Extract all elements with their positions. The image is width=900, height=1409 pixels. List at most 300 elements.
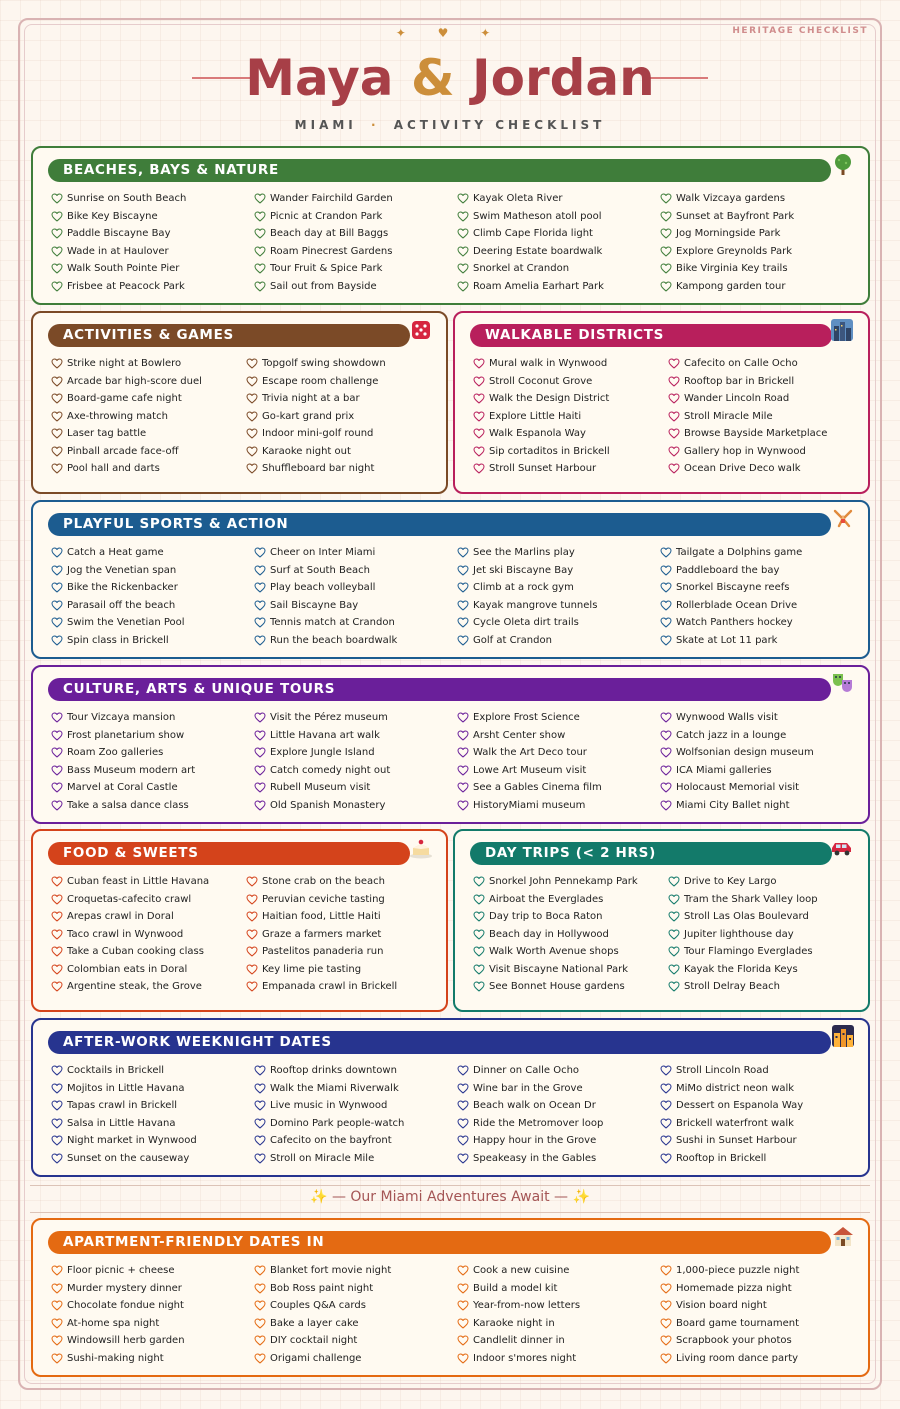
checklist-item-label: MiMo district neon walk <box>676 1082 795 1094</box>
checklist-item[interactable] <box>457 1332 580 1350</box>
checklist-item[interactable] <box>457 190 604 208</box>
checklist-item[interactable] <box>254 208 393 226</box>
checklist-item[interactable] <box>668 926 818 944</box>
checklist-item[interactable] <box>51 1350 185 1368</box>
checklist-item[interactable] <box>457 762 602 780</box>
heart-checkbox-icon <box>473 428 485 439</box>
checklist-item[interactable] <box>660 632 802 650</box>
checklist-item-label: Pool hall and darts <box>67 463 160 474</box>
checklist-item-label: Stroll Las Olas Boulevard <box>684 911 809 922</box>
heart-checkbox-icon <box>668 946 680 957</box>
checklist-item[interactable] <box>51 1262 185 1280</box>
checklist-item-label: Mojitos in Little Havana <box>67 1082 185 1094</box>
item-column <box>51 873 209 996</box>
heart-checkbox-icon <box>668 929 680 940</box>
heart-checkbox-icon <box>457 747 469 758</box>
checklist-item[interactable] <box>473 961 638 979</box>
checklist-item[interactable] <box>473 460 610 478</box>
checklist-item[interactable] <box>457 614 597 632</box>
checklist-item[interactable] <box>473 390 610 408</box>
heart-checkbox-icon <box>51 730 63 741</box>
checklist-item[interactable] <box>254 779 390 797</box>
checklist-item[interactable] <box>51 908 209 926</box>
checklist-item-label: Bike Virginia Key trails <box>676 263 788 274</box>
checklist-item[interactable] <box>246 926 397 944</box>
heart-checkbox-icon <box>51 547 63 558</box>
section-title: FOOD & SWEETS <box>48 842 410 865</box>
checklist-item-label: Little Havana art walk <box>270 729 380 741</box>
checklist-item[interactable] <box>246 873 397 891</box>
checklist-item[interactable] <box>660 225 794 243</box>
checklist-item-label: Dessert on Espanola Way <box>676 1100 804 1111</box>
item-column <box>473 355 610 478</box>
checklist-item[interactable] <box>246 408 386 426</box>
heart-checkbox-icon <box>51 246 63 257</box>
checklist-item-label: Sail Biscayne Bay <box>270 599 359 611</box>
checklist-item[interactable] <box>51 762 195 780</box>
checklist-item[interactable] <box>254 1080 404 1098</box>
checklist-item[interactable] <box>660 1097 803 1115</box>
checklist-item-label: HistoryMiami museum <box>473 799 586 811</box>
checklist-item[interactable] <box>457 1132 603 1150</box>
heart-checkbox-icon <box>660 193 672 204</box>
checklist-item[interactable] <box>668 943 818 961</box>
checklist-item[interactable] <box>660 1350 799 1368</box>
checklist-item-label: Year-from-now letters <box>473 1300 581 1311</box>
checklist-item[interactable] <box>457 779 602 797</box>
checklist-item[interactable] <box>51 632 185 650</box>
checklist-item[interactable] <box>473 355 610 373</box>
checklist-item[interactable] <box>668 443 827 461</box>
checklist-item[interactable] <box>660 779 814 797</box>
checklist-item-label: Ocean Drive Deco walk <box>684 463 801 474</box>
checklist-item[interactable] <box>254 190 393 208</box>
checklist-item[interactable] <box>457 744 602 762</box>
checklist-item[interactable] <box>246 373 386 391</box>
checklist-item[interactable] <box>457 597 597 615</box>
checklist-item[interactable] <box>51 408 202 426</box>
checklist-item[interactable] <box>51 961 209 979</box>
checklist-item[interactable] <box>51 873 209 891</box>
item-column <box>254 709 390 814</box>
checklist-item[interactable] <box>473 443 610 461</box>
checklist-item[interactable] <box>254 544 397 562</box>
checklist-item[interactable] <box>457 632 597 650</box>
checklist-item[interactable] <box>660 797 814 815</box>
checklist-item[interactable] <box>254 597 397 615</box>
item-column <box>668 355 827 478</box>
checklist-item[interactable] <box>51 1132 197 1150</box>
checklist-item[interactable] <box>457 225 604 243</box>
cake-icon <box>409 836 433 860</box>
checklist-item[interactable] <box>660 1332 799 1350</box>
heart-checkbox-icon <box>660 747 672 758</box>
checklist-item[interactable] <box>473 425 610 443</box>
checklist-item-label: Domino Park people-watch <box>270 1117 405 1129</box>
checklist-item[interactable] <box>51 891 209 909</box>
checklist-item-label: Walk Espanola Way <box>489 428 586 439</box>
heart-checkbox-icon <box>457 1153 469 1164</box>
heart-checkbox-icon <box>51 463 63 474</box>
checklist-item-label: Axe-throwing match <box>67 410 168 422</box>
checklist-item[interactable] <box>254 614 397 632</box>
checklist-item[interactable] <box>246 390 386 408</box>
checklist-item[interactable] <box>660 1150 803 1168</box>
checklist-item[interactable] <box>51 744 195 762</box>
checklist-item-label: Watch Panthers hockey <box>676 617 793 628</box>
checklist-item[interactable] <box>457 1280 580 1298</box>
checklist-item[interactable] <box>254 1132 404 1150</box>
checklist-item[interactable] <box>457 709 602 727</box>
cartwheel-icon <box>831 506 855 530</box>
checklist-item[interactable] <box>254 278 393 296</box>
checklist-item[interactable] <box>473 891 638 909</box>
checklist-item[interactable] <box>457 243 604 261</box>
checklist-item[interactable] <box>254 1062 404 1080</box>
footer-rule-top <box>30 1185 870 1186</box>
checklist-item[interactable] <box>51 1080 197 1098</box>
checklist-item[interactable] <box>660 1297 799 1315</box>
checklist-item[interactable] <box>254 562 397 580</box>
heart-checkbox-icon <box>457 1065 469 1076</box>
checklist-item-label: Sip cortaditos in Brickell <box>489 445 610 457</box>
checklist-item[interactable] <box>457 278 604 296</box>
checklist-item[interactable] <box>668 373 827 391</box>
checklist-item-label: Windowsill herb garden <box>67 1335 185 1346</box>
checklist-item[interactable] <box>668 978 818 996</box>
heart-checkbox-icon <box>246 446 258 457</box>
checklist-item[interactable] <box>254 1297 391 1315</box>
heart-checkbox-icon <box>668 463 680 474</box>
sparkle-icon: ✨ <box>310 1189 328 1205</box>
checklist-item[interactable] <box>660 762 814 780</box>
heart-checkbox-icon <box>254 635 266 646</box>
checklist-item[interactable] <box>473 926 638 944</box>
checklist-item[interactable] <box>246 943 397 961</box>
checklist-item[interactable] <box>254 1097 404 1115</box>
heart-checkbox-icon <box>660 1353 672 1364</box>
checklist-item[interactable] <box>51 208 186 226</box>
heart-checkbox-icon <box>254 1135 266 1146</box>
checklist-item[interactable] <box>51 225 186 243</box>
checklist-item[interactable] <box>668 460 827 478</box>
checklist-item[interactable] <box>660 709 814 727</box>
title-name-right: Jordan <box>472 49 655 107</box>
checklist-item[interactable] <box>254 727 390 745</box>
checklist-item[interactable] <box>254 579 397 597</box>
checklist-item[interactable] <box>254 1332 391 1350</box>
checklist-item-label: Karaoke night out <box>262 445 351 457</box>
checklist-item-label: Wade in at Haulover <box>67 245 169 257</box>
heart-checkbox-icon <box>473 446 485 457</box>
checklist-item[interactable] <box>51 260 186 278</box>
checklist-item[interactable] <box>246 355 386 373</box>
checklist-item[interactable] <box>668 355 827 373</box>
checklist-item[interactable] <box>668 873 818 891</box>
checklist-item[interactable] <box>660 1262 799 1280</box>
checklist-item[interactable] <box>457 1150 603 1168</box>
checklist-item[interactable] <box>254 243 393 261</box>
checklist-item[interactable] <box>51 579 185 597</box>
checklist-item[interactable] <box>246 978 397 996</box>
checklist-item[interactable] <box>660 260 794 278</box>
checklist-item[interactable] <box>457 727 602 745</box>
checklist-item-label: Snorkel Biscayne reefs <box>676 582 790 593</box>
checklist-item-label: Stone crab on the beach <box>262 876 386 887</box>
checklist-item[interactable] <box>473 908 638 926</box>
checklist-item[interactable] <box>457 1315 580 1333</box>
checklist-item-label: Chocolate fondue night <box>67 1300 184 1311</box>
checklist-item[interactable] <box>254 1315 391 1333</box>
checklist-item[interactable] <box>51 943 209 961</box>
heart-checkbox-icon <box>668 393 680 404</box>
checklist-item[interactable] <box>51 390 202 408</box>
checklist-item[interactable] <box>51 1115 197 1133</box>
checklist-item[interactable] <box>51 373 202 391</box>
checklist-item[interactable] <box>51 797 195 815</box>
item-column <box>246 873 397 996</box>
checklist-item-label: Brickell waterfront walk <box>676 1117 794 1129</box>
checklist-item-label: Swim Matheson atoll pool <box>473 210 602 222</box>
heart-checkbox-icon <box>457 547 469 558</box>
checklist-item[interactable] <box>660 1080 803 1098</box>
checklist-item[interactable] <box>51 709 195 727</box>
heart-checkbox-icon <box>254 782 266 793</box>
checklist-item-label: Stroll Lincoln Road <box>676 1065 769 1076</box>
heart-checkbox-icon <box>254 263 266 274</box>
checklist-item-label: Tram the Shark Valley loop <box>684 893 818 905</box>
checklist-item[interactable] <box>51 1297 185 1315</box>
checklist-item[interactable] <box>51 562 185 580</box>
checklist-item[interactable] <box>246 908 397 926</box>
checklist-item[interactable] <box>457 797 602 815</box>
item-column <box>660 544 802 649</box>
heart-checkbox-icon <box>457 800 469 811</box>
checklist-item[interactable] <box>473 408 610 426</box>
checklist-item[interactable] <box>246 443 386 461</box>
checklist-item-label: Candlelit dinner in <box>473 1335 565 1346</box>
item-column <box>246 355 386 478</box>
checklist-item[interactable] <box>473 873 638 891</box>
title-ampersand: & <box>410 49 455 107</box>
checklist-item[interactable] <box>660 579 802 597</box>
checklist-item[interactable] <box>668 961 818 979</box>
checklist-item[interactable] <box>254 709 390 727</box>
item-column <box>51 709 195 814</box>
checklist-item[interactable] <box>51 190 186 208</box>
checklist-item[interactable] <box>254 1150 404 1168</box>
heart-checkbox-icon <box>254 1118 266 1129</box>
checklist-item-label: Ride the Metromover loop <box>473 1117 604 1129</box>
section-title: APARTMENT-FRIENDLY DATES IN <box>48 1231 831 1254</box>
checklist-item[interactable] <box>51 278 186 296</box>
checklist-item-label: Walk the Design District <box>489 393 610 404</box>
checklist-item[interactable] <box>660 243 794 261</box>
checklist-item[interactable] <box>51 727 195 745</box>
checklist-item[interactable] <box>457 1097 603 1115</box>
heart-checkbox-icon <box>51 782 63 793</box>
title-name-left: Maya <box>245 49 394 107</box>
checklist-item[interactable] <box>660 744 814 762</box>
item-column <box>457 709 602 814</box>
heart-checkbox-icon <box>473 463 485 474</box>
item-column <box>457 190 604 295</box>
checklist-item[interactable] <box>51 355 202 373</box>
checklist-item[interactable] <box>51 1097 197 1115</box>
heart-checkbox-icon <box>660 617 672 628</box>
heart-checkbox-icon <box>51 1318 63 1329</box>
checklist-item-label: Sushi in Sunset Harbour <box>676 1135 797 1146</box>
checklist-item[interactable] <box>457 1080 603 1098</box>
checklist-item[interactable] <box>668 891 818 909</box>
heart-checkbox-icon <box>51 1065 63 1076</box>
checklist-item[interactable] <box>660 278 794 296</box>
subtitle-city: MIAMI <box>294 118 357 132</box>
checklist-item[interactable] <box>254 1280 391 1298</box>
heart-checkbox-icon <box>254 747 266 758</box>
checklist-item[interactable] <box>473 978 638 996</box>
checklist-item[interactable] <box>668 425 827 443</box>
checklist-item[interactable] <box>660 1315 799 1333</box>
checklist-item[interactable] <box>51 243 186 261</box>
heart-checkbox-icon <box>51 1100 63 1111</box>
checklist-item[interactable] <box>51 779 195 797</box>
checklist-item-label: Visit Biscayne National Park <box>489 963 629 975</box>
heart-checkbox-icon <box>246 428 258 439</box>
checklist-item-label: Pinball arcade face-off <box>67 445 179 457</box>
checklist-item[interactable] <box>457 1350 580 1368</box>
checklist-item[interactable] <box>254 744 390 762</box>
heart-checkbox-icon <box>51 617 63 628</box>
heart-checkbox-icon <box>457 600 469 611</box>
checklist-item[interactable] <box>457 1062 603 1080</box>
checklist-item[interactable] <box>473 373 610 391</box>
checklist-item-label: Arcade bar high-score duel <box>67 375 202 387</box>
checklist-item[interactable] <box>51 460 202 478</box>
checklist-item-label: Beach day in Hollywood <box>489 928 609 940</box>
checklist-item[interactable] <box>51 1280 185 1298</box>
heart-checkbox-icon <box>660 1083 672 1094</box>
heart-checkbox-icon <box>254 1100 266 1111</box>
checklist-item[interactable] <box>668 408 827 426</box>
checklist-item-label: Murder mystery dinner <box>67 1282 182 1294</box>
heart-checkbox-icon <box>51 281 63 292</box>
checklist-item[interactable] <box>660 562 802 580</box>
checklist-item[interactable] <box>51 544 185 562</box>
checklist-item-label: Surf at South Beach <box>270 564 370 576</box>
checklist-item[interactable] <box>457 260 604 278</box>
checklist-item[interactable] <box>660 1280 799 1298</box>
section-card <box>31 829 448 1012</box>
checklist-item[interactable] <box>51 1332 185 1350</box>
checklist-item-label: Deering Estate boardwalk <box>473 245 603 257</box>
heart-checkbox-icon <box>660 565 672 576</box>
checklist-item[interactable] <box>254 632 397 650</box>
heart-checkbox-icon <box>254 1265 266 1276</box>
checklist-item[interactable] <box>246 460 386 478</box>
checklist-item[interactable] <box>51 978 209 996</box>
checklist-item[interactable] <box>660 1062 803 1080</box>
checklist-item[interactable] <box>660 544 802 562</box>
checklist-item[interactable] <box>457 579 597 597</box>
checklist-item[interactable] <box>51 425 202 443</box>
heart-checkbox-icon <box>457 582 469 593</box>
heart-checkbox-icon <box>660 263 672 274</box>
night-city-icon <box>831 1024 855 1048</box>
checklist-item[interactable] <box>246 891 397 909</box>
checklist-item[interactable] <box>51 1062 197 1080</box>
checklist-item[interactable] <box>457 1115 603 1133</box>
heart-checkbox-icon <box>457 263 469 274</box>
heart-checkbox-icon <box>457 712 469 723</box>
checklist-item[interactable] <box>660 1132 803 1150</box>
checklist-item[interactable] <box>660 208 794 226</box>
checklist-item-label: Pastelitos panaderia run <box>262 946 384 957</box>
checklist-item[interactable] <box>668 390 827 408</box>
checklist-item[interactable] <box>254 260 393 278</box>
checklist-item[interactable] <box>51 597 185 615</box>
heart-checkbox-icon <box>457 246 469 257</box>
checklist-item[interactable] <box>660 727 814 745</box>
checklist-item-label: Indoor s'mores night <box>473 1352 577 1364</box>
heart-checkbox-icon <box>668 428 680 439</box>
checklist-item[interactable] <box>51 1150 197 1168</box>
checklist-item[interactable] <box>254 797 390 815</box>
checklist-item[interactable] <box>660 614 802 632</box>
checklist-item[interactable] <box>246 425 386 443</box>
heart-checkbox-icon <box>473 981 485 992</box>
heart-checkbox-icon <box>51 800 63 811</box>
checklist-item[interactable] <box>51 926 209 944</box>
checklist-item[interactable] <box>457 562 597 580</box>
heart-checkbox-icon <box>660 547 672 558</box>
checklist-item-label: Cheer on Inter Miami <box>270 547 376 558</box>
checklist-item[interactable] <box>668 908 818 926</box>
checklist-item-label: Play beach volleyball <box>270 582 376 593</box>
checklist-item-label: Snorkel John Pennekamp Park <box>489 876 638 887</box>
checklist-item[interactable] <box>254 1350 391 1368</box>
checklist-item[interactable] <box>51 443 202 461</box>
checklist-item[interactable] <box>457 208 604 226</box>
checklist-item[interactable] <box>246 961 397 979</box>
checklist-item[interactable] <box>254 1115 404 1133</box>
checklist-item[interactable] <box>51 614 185 632</box>
checklist-item[interactable] <box>457 1262 580 1280</box>
checklist-item[interactable] <box>254 225 393 243</box>
heart-checkbox-icon <box>457 1318 469 1329</box>
checklist-item-label: Tour Fruit & Spice Park <box>270 263 383 274</box>
checklist-item[interactable] <box>660 597 802 615</box>
checklist-item[interactable] <box>660 190 794 208</box>
heart-checkbox-icon <box>457 211 469 222</box>
heart-checkbox-icon <box>254 1283 266 1294</box>
section-card <box>453 311 870 494</box>
checklist-item[interactable] <box>660 1115 803 1133</box>
heart-checkbox-icon <box>246 929 258 940</box>
item-column <box>668 873 818 996</box>
checklist-item-label: Stroll Coconut Grove <box>489 375 593 387</box>
checklist-item[interactable] <box>254 1262 391 1280</box>
heart-checkbox-icon <box>51 1335 63 1346</box>
section-title: CULTURE, ARTS & UNIQUE TOURS <box>48 678 831 701</box>
checklist-item-label: Jog Morningside Park <box>676 228 781 239</box>
checklist-item[interactable] <box>254 762 390 780</box>
checklist-item[interactable] <box>457 1297 580 1315</box>
checklist-item[interactable] <box>457 544 597 562</box>
checklist-item[interactable] <box>51 1315 185 1333</box>
checklist-item-label: Kayak Oleta River <box>473 193 563 204</box>
checklist-item[interactable] <box>473 943 638 961</box>
